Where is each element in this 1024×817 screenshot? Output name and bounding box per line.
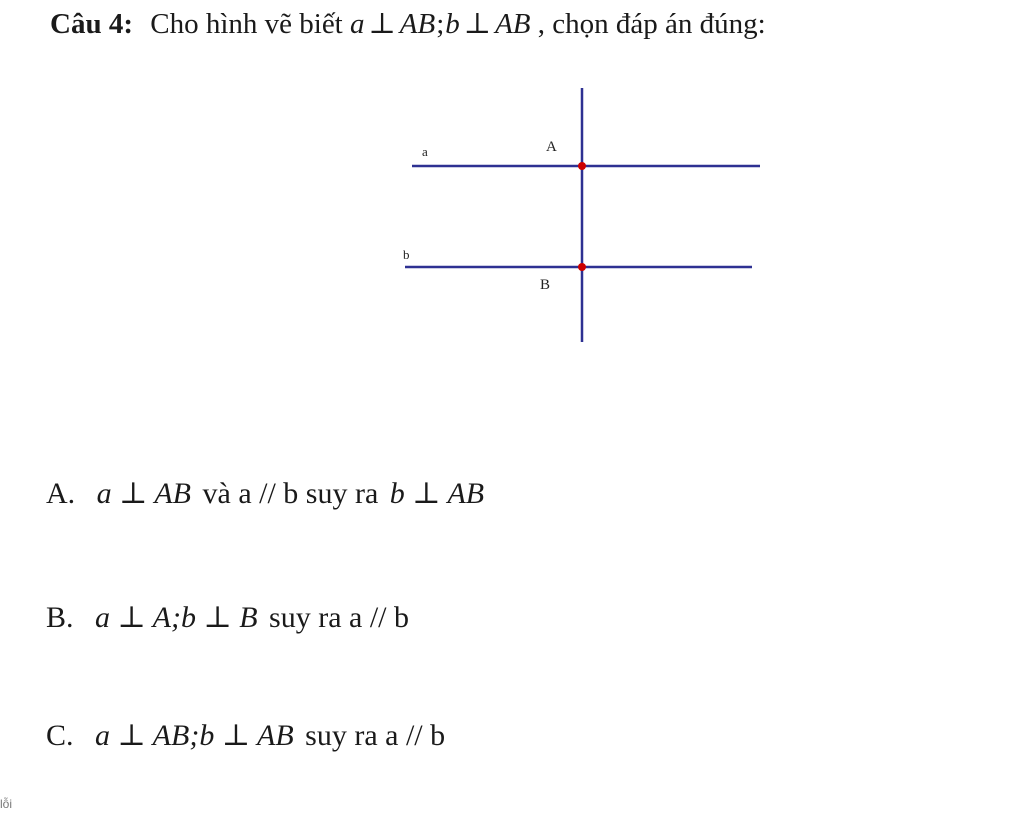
point-a — [578, 162, 586, 170]
option-c[interactable] — [46, 716, 449, 756]
footer-text: lỗi — [0, 797, 13, 811]
math-b: b — [445, 8, 460, 40]
option-letter: B. — [46, 601, 74, 634]
label-line-a: a — [422, 144, 428, 159]
option-math: a ⊥ AB;b ⊥ AB — [95, 719, 294, 752]
option-b[interactable] — [46, 598, 413, 638]
math-separator: ; — [436, 8, 445, 40]
option-math: a ⊥ AB — [96, 477, 191, 510]
option-letter: C. — [46, 719, 74, 752]
math-ab: AB — [495, 8, 531, 40]
perp-symbol: ⊥ — [463, 8, 492, 40]
question-label: Câu 4: — [50, 8, 133, 40]
option-text: suy ra a // b — [269, 601, 410, 634]
math-a: a — [350, 8, 365, 40]
option-a[interactable] — [46, 474, 484, 514]
math-ab: AB — [399, 8, 436, 40]
point-b — [578, 263, 586, 271]
option-letter: A. — [46, 477, 76, 510]
option-math: a ⊥ A;b ⊥ B — [95, 601, 258, 634]
label-point-a: A — [546, 139, 557, 155]
question-intro: Cho hình vẽ biết — [150, 8, 343, 40]
option-math: b ⊥ AB — [389, 477, 485, 510]
label-line-b: b — [403, 247, 410, 262]
option-text: và a // b suy ra — [202, 477, 379, 510]
label-point-b: B — [540, 277, 551, 293]
perp-symbol: ⊥ — [368, 8, 396, 40]
question-tail: , chọn đáp án đúng: — [537, 8, 766, 40]
option-text: suy ra a // b — [305, 719, 446, 752]
